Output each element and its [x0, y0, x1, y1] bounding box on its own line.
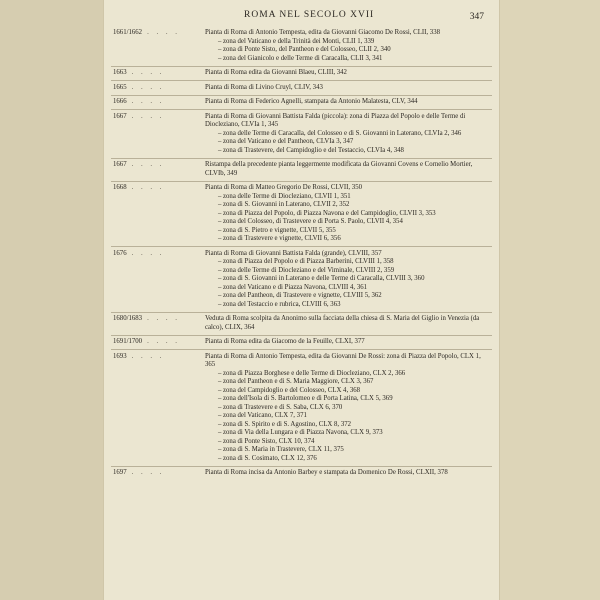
entry-zone-text: zona di Piazza del Popolo e di Piazza Barberini, CLVIII 1, 358 [223, 258, 394, 265]
entry-zone [205, 421, 488, 430]
dash-marker: – [218, 129, 222, 137]
entry-zone [205, 130, 488, 139]
dash-marker: – [218, 218, 222, 225]
dash-marker: – [218, 446, 222, 453]
entry-year [113, 69, 203, 78]
dash-marker: – [218, 369, 222, 377]
entry-year-label: 1666 [113, 98, 127, 105]
entry-zone [205, 210, 488, 219]
dot-leader: . . . . [131, 112, 165, 120]
entry-title: Pianta di Roma di Giovanni Battista Falda (grande), CLVIII, 357 [205, 249, 382, 257]
book-page [103, 0, 500, 600]
entry-content [205, 69, 488, 78]
entry-year [113, 184, 203, 193]
catalog-entry [103, 353, 500, 464]
dot-leader: . . . . [131, 161, 165, 168]
dot-leader: . . . . [131, 98, 165, 105]
entry-zone [205, 201, 488, 210]
entry-zone [205, 147, 488, 156]
entry-zone [205, 429, 488, 438]
entry-content [205, 469, 488, 478]
catalog-entry [103, 161, 500, 178]
catalog-entry [103, 469, 500, 478]
catalog-entries [103, 29, 500, 478]
entry-year-label: 1691/1700 [113, 338, 143, 345]
dash-marker: – [218, 395, 222, 402]
entry-zone [205, 301, 488, 310]
entry-zone [205, 404, 488, 413]
catalog-entry [103, 69, 500, 78]
entry-year-label: 1661/1662 [113, 29, 143, 36]
dash-marker: – [218, 266, 222, 274]
entry-content [205, 353, 488, 464]
entry-content [205, 184, 488, 244]
entry-zone [205, 55, 488, 64]
entry-year [113, 98, 203, 107]
entry-zone-text: zona del Vaticano, CLX 7, 371 [223, 412, 307, 419]
entry-title: Pianta di Roma di Antonio Tempesta, edita da Giovanni De Rossi: zona di Piazza del Popolo, CLX 1, 365 [205, 352, 481, 368]
entry-zone [205, 446, 488, 455]
catalog-entry [103, 84, 500, 93]
entry-zone-text: zona del Vaticano e del Pantheon, CLVIa 3, 347 [223, 138, 354, 145]
dash-marker: – [218, 201, 222, 208]
entry-zone-text: zona del Gianicolo e delle Terme di Caracalla, CLII 3, 341 [223, 54, 383, 62]
entry-zone-text: zona delle Terme di Caracalla, del Colosseo e di S. Giovanni in Laterano, CLVIa 2, 346 [223, 129, 462, 137]
entry-zone [205, 370, 488, 379]
dot-leader: . . . . [131, 184, 165, 191]
dash-marker: – [218, 209, 222, 217]
entry-zone-text: zona di Trastevere e vignette, CLVII 6, 356 [223, 235, 341, 242]
entry-zone [205, 284, 488, 293]
dash-marker: – [218, 283, 222, 291]
dash-marker: – [218, 275, 222, 282]
entry-zone [205, 193, 488, 202]
entry-zone [205, 227, 488, 236]
entry-zone-text: zona di S. Pietro e vignette, CLVII 5, 355 [223, 226, 336, 234]
dash-marker: – [218, 235, 222, 242]
entry-zone [205, 378, 488, 387]
catalog-entry [103, 29, 500, 63]
entry-zone-text: zona del Vaticano e della Trinità dei Monti, CLII 1, 339 [223, 37, 375, 45]
entry-zone [205, 387, 488, 396]
dot-leader: . . . . [147, 29, 180, 36]
dash-marker: – [218, 192, 222, 200]
entry-year [113, 113, 203, 122]
entry-year-label: 1676 [113, 249, 127, 257]
entry-year-label: 1668 [113, 184, 127, 191]
entry-year-label: 1667 [113, 112, 127, 120]
entry-zone-text: zona di S. Giovanni in Laterano e delle Terme di Caracalla, CLVIII 3, 360 [223, 275, 425, 282]
entry-year [113, 29, 203, 38]
entry-year [113, 315, 203, 324]
entry-content [205, 84, 488, 93]
entry-zone [205, 438, 488, 447]
entry-zone-text: zona del Pantheon, di Trastevere e vignette, CLVIII 5, 362 [223, 292, 382, 299]
entry-zone-text: zona di Trastevere e di S. Saba, CLX 6, 370 [223, 403, 343, 411]
entry-year-label: 1693 [113, 352, 127, 360]
entry-zone-text: zona di Ponte Sisto, del Pantheon e del Colosseo, CLII 2, 340 [223, 46, 391, 53]
entry-title: Pianta di Roma edita da Giacomo de la Feuille, CLXI, 377 [205, 338, 365, 345]
entry-zone [205, 412, 488, 421]
entry-zone-text: zona delle Terme di Diocleziano, CLVII 1, 351 [223, 192, 351, 200]
entry-zone-text: zona del Pantheon e di S. Maria Maggiore, CLX 3, 367 [223, 378, 374, 385]
dash-marker: – [218, 378, 222, 385]
dash-marker: – [218, 429, 222, 436]
dash-marker: – [218, 226, 222, 234]
entry-title: Pianta di Roma incisa da Antonio Barbey e stampata da Domenico De Rossi, CLXII, 378 [205, 469, 448, 476]
dash-marker: – [218, 420, 222, 428]
entry-zone [205, 138, 488, 147]
dot-leader: . . . . [147, 338, 180, 345]
page-header [103, 10, 500, 28]
entry-title: Pianta di Roma di Livino Cruyl, CLIV, 343 [205, 83, 323, 91]
entry-zone-text: zona del Testaccio e rubrica, CLVIII 6, 363 [223, 300, 341, 308]
entry-year [113, 338, 203, 347]
entry-zone-text: zona di Piazza Borghese e delle Terme di Diocleziano, CLX 2, 366 [223, 369, 406, 377]
catalog-entry [103, 315, 500, 332]
entry-content [205, 338, 488, 347]
dash-marker: – [218, 54, 222, 62]
entry-zone-text: zona di Via della Lungara e di Piazza Navona, CLX 9, 373 [223, 429, 383, 436]
catalog-entry [103, 98, 500, 107]
entry-zone [205, 292, 488, 301]
dash-marker: – [218, 37, 222, 45]
entry-zone [205, 258, 488, 267]
dash-marker: – [218, 403, 222, 411]
dot-leader: . . . . [131, 352, 165, 360]
entry-zone-text: zona di S. Cosimato, CLX 12, 376 [223, 454, 317, 462]
dash-marker: – [218, 454, 222, 462]
dot-leader: . . . . [131, 83, 165, 91]
entry-title: Ristampa della precedente pianta leggermente modificata da Giovanni Covens e Cornelio Mortier, CLVIb, 349 [205, 161, 473, 177]
entry-year-label: 1680/1683 [113, 315, 143, 322]
entry-year [113, 161, 203, 170]
entry-zone-text: zona dell'Isola di S. Bartolomeo e di Porta Latina, CLX 5, 369 [223, 395, 393, 402]
entry-zone-text: zona di S. Maria in Trastevere, CLX 11, 375 [223, 446, 344, 453]
entry-year-label: 1697 [113, 469, 127, 476]
entry-title: Pianta di Roma di Matteo Gregorio De Rossi, CLVII, 350 [205, 184, 363, 191]
running-head: ROMA NEL SECOLO XVII [244, 10, 375, 20]
entry-zone [205, 275, 488, 284]
entry-zone [205, 46, 488, 55]
entry-content [205, 29, 488, 63]
entry-year [113, 353, 203, 362]
entry-zone-text: zona del Vaticano e di Piazza Navona, CLVIII 4, 361 [223, 283, 368, 291]
dash-marker: – [218, 386, 222, 394]
dot-leader: . . . . [131, 69, 165, 76]
entry-zone-text: zona del Colosseo, di Trastevere e di Porta S. Paolo, CLVII 4, 354 [223, 218, 403, 225]
entry-zone [205, 38, 488, 47]
entry-content [205, 315, 488, 332]
entry-title: Pianta di Roma di Federico Agnelli, stampata da Antonio Malatesta, CLV, 344 [205, 98, 418, 105]
entry-title: Pianta di Roma edita da Giovanni Blaeu, CLIII, 342 [205, 69, 347, 76]
entry-year [113, 84, 203, 93]
left-margin [0, 0, 103, 600]
catalog-entry [103, 184, 500, 244]
entry-zone-text: zona di S. Spirito e di S. Agostino, CLX 8, 372 [223, 420, 352, 428]
entry-year-label: 1667 [113, 161, 127, 168]
dash-marker: – [218, 46, 222, 53]
entry-year-label: 1665 [113, 83, 127, 91]
entry-content [205, 98, 488, 107]
entry-content [205, 250, 488, 310]
entry-zone-text: zona di Trastevere, del Campidoglio e del Testaccio, CLVIa 4, 348 [223, 146, 404, 154]
entry-title: Veduta di Roma scolpita da Anonimo sulla facciata della chiesa di S. Maria del Giglio in Venezia (da calco), CLIX, 364 [205, 315, 480, 331]
dash-marker: – [218, 292, 222, 299]
page-number: 347 [469, 12, 484, 22]
entry-title: Pianta di Roma di Giovanni Battista Falda (piccola): zona di Piazza del Popolo e delle Terme di Diocleziano, CLVIa 1, 345 [205, 112, 466, 128]
dash-marker: – [218, 138, 222, 145]
dot-leader: . . . . [131, 469, 165, 476]
entry-zone-text: zona del Campidoglio e del Colosseo, CLX 4, 368 [223, 386, 361, 394]
entry-zone-text: zona delle Terme di Diocleziano e del Viminale, CLVIII 2, 359 [223, 266, 395, 274]
entry-zone-text: zona di Piazza del Popolo, di Piazza Navona e del Campidoglio, CLVII 3, 353 [223, 209, 436, 217]
entry-zone [205, 218, 488, 227]
dash-marker: – [218, 146, 222, 154]
entry-title: Pianta di Roma di Antonio Tempesta, edita da Giovanni Giacomo De Rossi, CLII, 338 [205, 29, 440, 36]
entry-zone-text: zona di Ponte Sisto, CLX 10, 374 [223, 437, 315, 445]
dash-marker: – [218, 412, 222, 419]
dash-marker: – [218, 300, 222, 308]
dash-marker: – [218, 258, 222, 265]
catalog-entry [103, 113, 500, 156]
entry-zone [205, 395, 488, 404]
catalog-entry [103, 250, 500, 310]
entry-year [113, 469, 203, 478]
entry-content [205, 161, 488, 178]
entry-zone-text: zona di S. Giovanni in Laterano, CLVII 2, 352 [223, 201, 350, 208]
entry-year [113, 250, 203, 259]
dot-leader: . . . . [147, 315, 180, 322]
entry-year-label: 1663 [113, 69, 127, 76]
catalog-entry [103, 338, 500, 347]
entry-zone [205, 235, 488, 244]
entry-zone [205, 455, 488, 464]
entry-content [205, 113, 488, 156]
dot-leader: . . . . [131, 249, 165, 257]
dash-marker: – [218, 437, 222, 445]
entry-zone [205, 267, 488, 276]
